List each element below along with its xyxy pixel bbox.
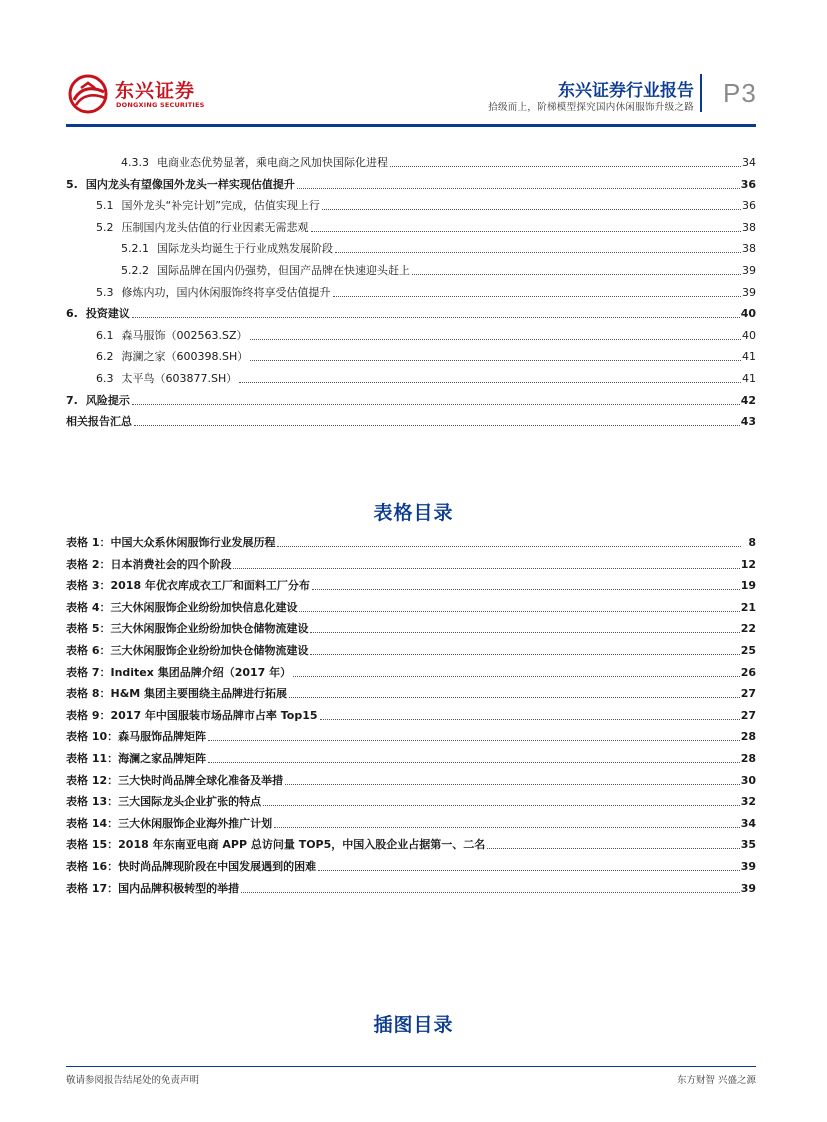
table-list-entry[interactable]: [66, 724, 756, 744]
table-list-title: 表格 12：三大快时尚品牌全球化准备及举措: [66, 773, 284, 787]
table-list-page: 34: [740, 816, 756, 830]
toc-entry-page: 40: [742, 328, 756, 342]
toc-entry-page: 36: [742, 199, 756, 213]
dot-leader: [241, 891, 740, 893]
toc-entry-number: 5.2: [96, 220, 114, 234]
footer-disclaimer: 敬请参阅报告结尾处的免责声明: [66, 1075, 200, 1086]
table-list-entry[interactable]: [66, 530, 756, 550]
footer-rule: [66, 1066, 756, 1067]
table-list-page: 27: [740, 708, 756, 722]
table-list-title: 表格 14：三大休闲服饰企业海外推广计划: [66, 816, 273, 830]
dot-leader: [487, 847, 739, 849]
toc-entry[interactable]: [66, 172, 756, 192]
report-subtitle: 拾级而上，阶梯模型探究国内休闲服饰升级之路: [488, 102, 694, 113]
toc-entry-number: 6.3: [96, 372, 114, 385]
toc-entry-title: 国际龙头均诞生于行业成熟发展阶段: [157, 242, 333, 256]
table-list-entry[interactable]: [66, 746, 756, 766]
dot-leader: [285, 783, 740, 785]
dot-leader: [299, 610, 739, 612]
table-list-page: 26: [740, 665, 756, 679]
toc-entry-number: 5.2.2: [121, 264, 149, 277]
table-list-entry[interactable]: [66, 638, 756, 658]
table-list-page: 21: [740, 600, 756, 614]
dot-leader: [320, 718, 740, 720]
dot-leader: [277, 545, 741, 547]
dot-leader: [250, 338, 741, 340]
table-list-page: 22: [740, 622, 756, 636]
table-list-title: 表格 6：三大休闲服饰企业纷纷加快仓储物流建设: [66, 644, 309, 657]
dot-leader: [297, 187, 740, 189]
toc-entry[interactable]: [96, 366, 756, 386]
dot-leader: [333, 295, 742, 297]
table-list-page: 28: [740, 730, 756, 744]
table-list-title: 表格 4：三大休闲服饰企业纷纷加快信息化建设: [66, 600, 298, 614]
header-rule: [66, 124, 756, 127]
report-title: 东兴证券行业报告: [558, 81, 694, 101]
dot-leader: [134, 424, 740, 426]
table-list-entry[interactable]: [66, 616, 756, 636]
dot-leader: [318, 869, 740, 871]
toc-entry-page: 36: [740, 177, 756, 191]
footer-slogan: 东方财智 兴盛之源: [676, 1075, 756, 1086]
table-list-page: 39: [740, 860, 756, 873]
table-list-page: 35: [740, 838, 756, 852]
table-list-page: 32: [740, 795, 756, 809]
figures-heading: 插图目录: [373, 1014, 454, 1036]
page-header: [0, 0, 827, 130]
toc-entry-number: 6.2: [96, 350, 114, 364]
dot-leader: [293, 675, 740, 677]
table-list-title: 表格 15：2018 年东南亚电商 APP 总访问量 TOP5，中国入股企业占据第一、二名: [66, 838, 486, 852]
toc-entry-number: 6.: [66, 307, 78, 321]
table-list-page: 19: [740, 579, 756, 593]
toc-entry[interactable]: [66, 301, 756, 321]
dot-leader: [239, 381, 741, 383]
table-list-page: 28: [740, 752, 756, 765]
table-list-title: 表格 5：三大休闲服饰企业纷纷加快仓储物流建设: [66, 622, 309, 636]
table-list-page: 39: [740, 881, 756, 895]
toc-entry-number: 5.: [66, 177, 78, 191]
toc-entry-title: 相关报告汇总: [66, 415, 132, 429]
table-list-title: 表格 1：中国大众系休闲服饰行业发展历程: [66, 536, 276, 549]
toc-entry-title: 风险提示: [85, 393, 130, 407]
toc-entry-page: 38: [742, 220, 756, 234]
dot-leader: [208, 761, 740, 763]
toc-entry-title: 海澜之家（600398.SH）: [121, 350, 249, 364]
table-list-title: 表格 16：快时尚品牌现阶段在中国发展遇到的困难: [66, 860, 317, 873]
toc-entry-number: 5.1: [96, 199, 114, 213]
toc-entry-number: 5.2.1: [121, 242, 149, 256]
toc-entry-page: 42: [740, 393, 756, 407]
toc-entry-number: 4.3.3: [121, 156, 149, 169]
toc-entry[interactable]: [66, 388, 756, 408]
dot-leader: [390, 165, 741, 167]
dot-leader: [311, 230, 742, 232]
toc-entry-number: 7.: [66, 393, 78, 407]
toc-entry[interactable]: [66, 409, 756, 429]
toc-entry-title: 修炼内功，国内休闲服饰终将享受估值提升: [121, 285, 331, 299]
toc-entry-title: 森马服饰（002563.SZ）: [121, 328, 248, 342]
toc-entry[interactable]: [96, 193, 756, 213]
tables-heading: 表格目录: [373, 502, 454, 524]
table-list-entry[interactable]: [66, 876, 756, 896]
table-list-entry[interactable]: [66, 573, 756, 593]
table-list-entry[interactable]: [66, 832, 756, 852]
toc-entry[interactable]: [96, 215, 756, 235]
table-list-title: 表格 10：森马服饰品牌矩阵: [66, 730, 207, 744]
logo-chinese-name: 东兴证券: [115, 80, 196, 102]
page-number: P3: [723, 78, 757, 108]
toc-entry-page: 34: [742, 156, 756, 169]
toc-entry-title: 国内龙头有望像国外龙头一样实现估值提升: [85, 177, 295, 191]
table-list-title: 表格 7：Inditex 集团品牌介绍（2017 年）: [66, 665, 292, 679]
table-list-entry[interactable]: [66, 552, 756, 572]
toc-entry-page: 39: [742, 264, 756, 277]
toc-entry-page: 41: [742, 372, 756, 385]
toc-entry-number: 6.1: [96, 328, 114, 342]
toc-entry-page: 38: [742, 242, 756, 256]
dot-leader: [250, 359, 741, 361]
dot-leader: [289, 696, 740, 698]
toc-entry-page: 41: [742, 350, 756, 364]
toc-entry-title: 国外龙头“补完计划”完成，估值实现上行: [121, 199, 320, 213]
toc-entry-page: 39: [742, 285, 756, 299]
dot-leader: [274, 826, 740, 828]
table-list-title: 表格 8：H&M 集团主要围绕主品牌进行拓展: [66, 687, 288, 701]
toc-entry-title: 国际品牌在国内仍强势，但国产品牌在快速迎头赶上: [157, 264, 410, 277]
table-list-title: 表格 2：日本消费社会的四个阶段: [66, 557, 232, 571]
table-list-title: 表格 3：2018 年优衣库成衣工厂和面料工厂分布: [66, 579, 310, 593]
toc-entry-page: 40: [740, 307, 756, 321]
toc-entry[interactable]: [121, 258, 756, 278]
toc-entry[interactable]: [96, 344, 756, 364]
table-list-entry[interactable]: [66, 811, 756, 831]
table-list-entry[interactable]: [66, 595, 756, 615]
dot-leader: [335, 251, 741, 253]
table-list-entry[interactable]: [66, 660, 756, 680]
table-list-entry[interactable]: [66, 768, 756, 788]
toc-entry[interactable]: [121, 236, 756, 256]
table-list-entry[interactable]: [66, 789, 756, 809]
dot-leader: [312, 588, 740, 590]
dot-leader: [208, 739, 740, 741]
header-divider: [700, 74, 702, 112]
table-list-title: 表格 17：国内品牌积极转型的举措: [66, 881, 240, 895]
table-list-title: 表格 13：三大国际龙头企业扩张的特点: [66, 795, 262, 809]
table-list-entry[interactable]: [66, 703, 756, 723]
dot-leader: [310, 631, 739, 633]
toc-entry-page: 43: [740, 415, 756, 429]
table-list-entry[interactable]: [66, 854, 756, 874]
toc-entry-title: 投资建议: [85, 307, 130, 321]
table-list-title: 表格 9：2017 年中国服装市场品牌市占率 Top15: [66, 708, 318, 722]
logo-english-name: DONGXING SECURITIES: [116, 101, 205, 109]
toc-entry[interactable]: [96, 323, 756, 343]
dot-leader: [310, 653, 739, 655]
toc-entry-number: 5.3: [96, 285, 114, 299]
table-list-page: 8: [748, 536, 756, 549]
dot-leader: [263, 804, 740, 806]
table-list-page: 30: [740, 773, 756, 787]
table-list-page: 27: [740, 687, 756, 701]
dongxing-logo-icon: [68, 74, 112, 114]
contents-list: [66, 150, 756, 430]
toc-entry-title: 压制国内龙头估值的行业因素无需悲观: [121, 220, 309, 234]
table-list-page: 12: [740, 557, 756, 571]
dot-leader: [132, 403, 740, 405]
dot-leader: [132, 316, 740, 318]
toc-entry-title: 太平鸟（603877.SH）: [121, 372, 238, 385]
company-logo: [68, 74, 208, 114]
table-list-page: 25: [740, 644, 756, 657]
table-list-entry[interactable]: [66, 681, 756, 701]
dot-leader: [322, 208, 741, 210]
dot-leader: [233, 567, 739, 569]
tables-list: [66, 530, 756, 900]
toc-entry[interactable]: [96, 280, 756, 300]
toc-entry-title: 电商业态优势显著，乘电商之风加快国际化进程: [157, 156, 388, 169]
dot-leader: [412, 273, 741, 275]
table-list-title: 表格 11：海澜之家品牌矩阵: [66, 752, 207, 765]
toc-entry[interactable]: [121, 150, 756, 170]
